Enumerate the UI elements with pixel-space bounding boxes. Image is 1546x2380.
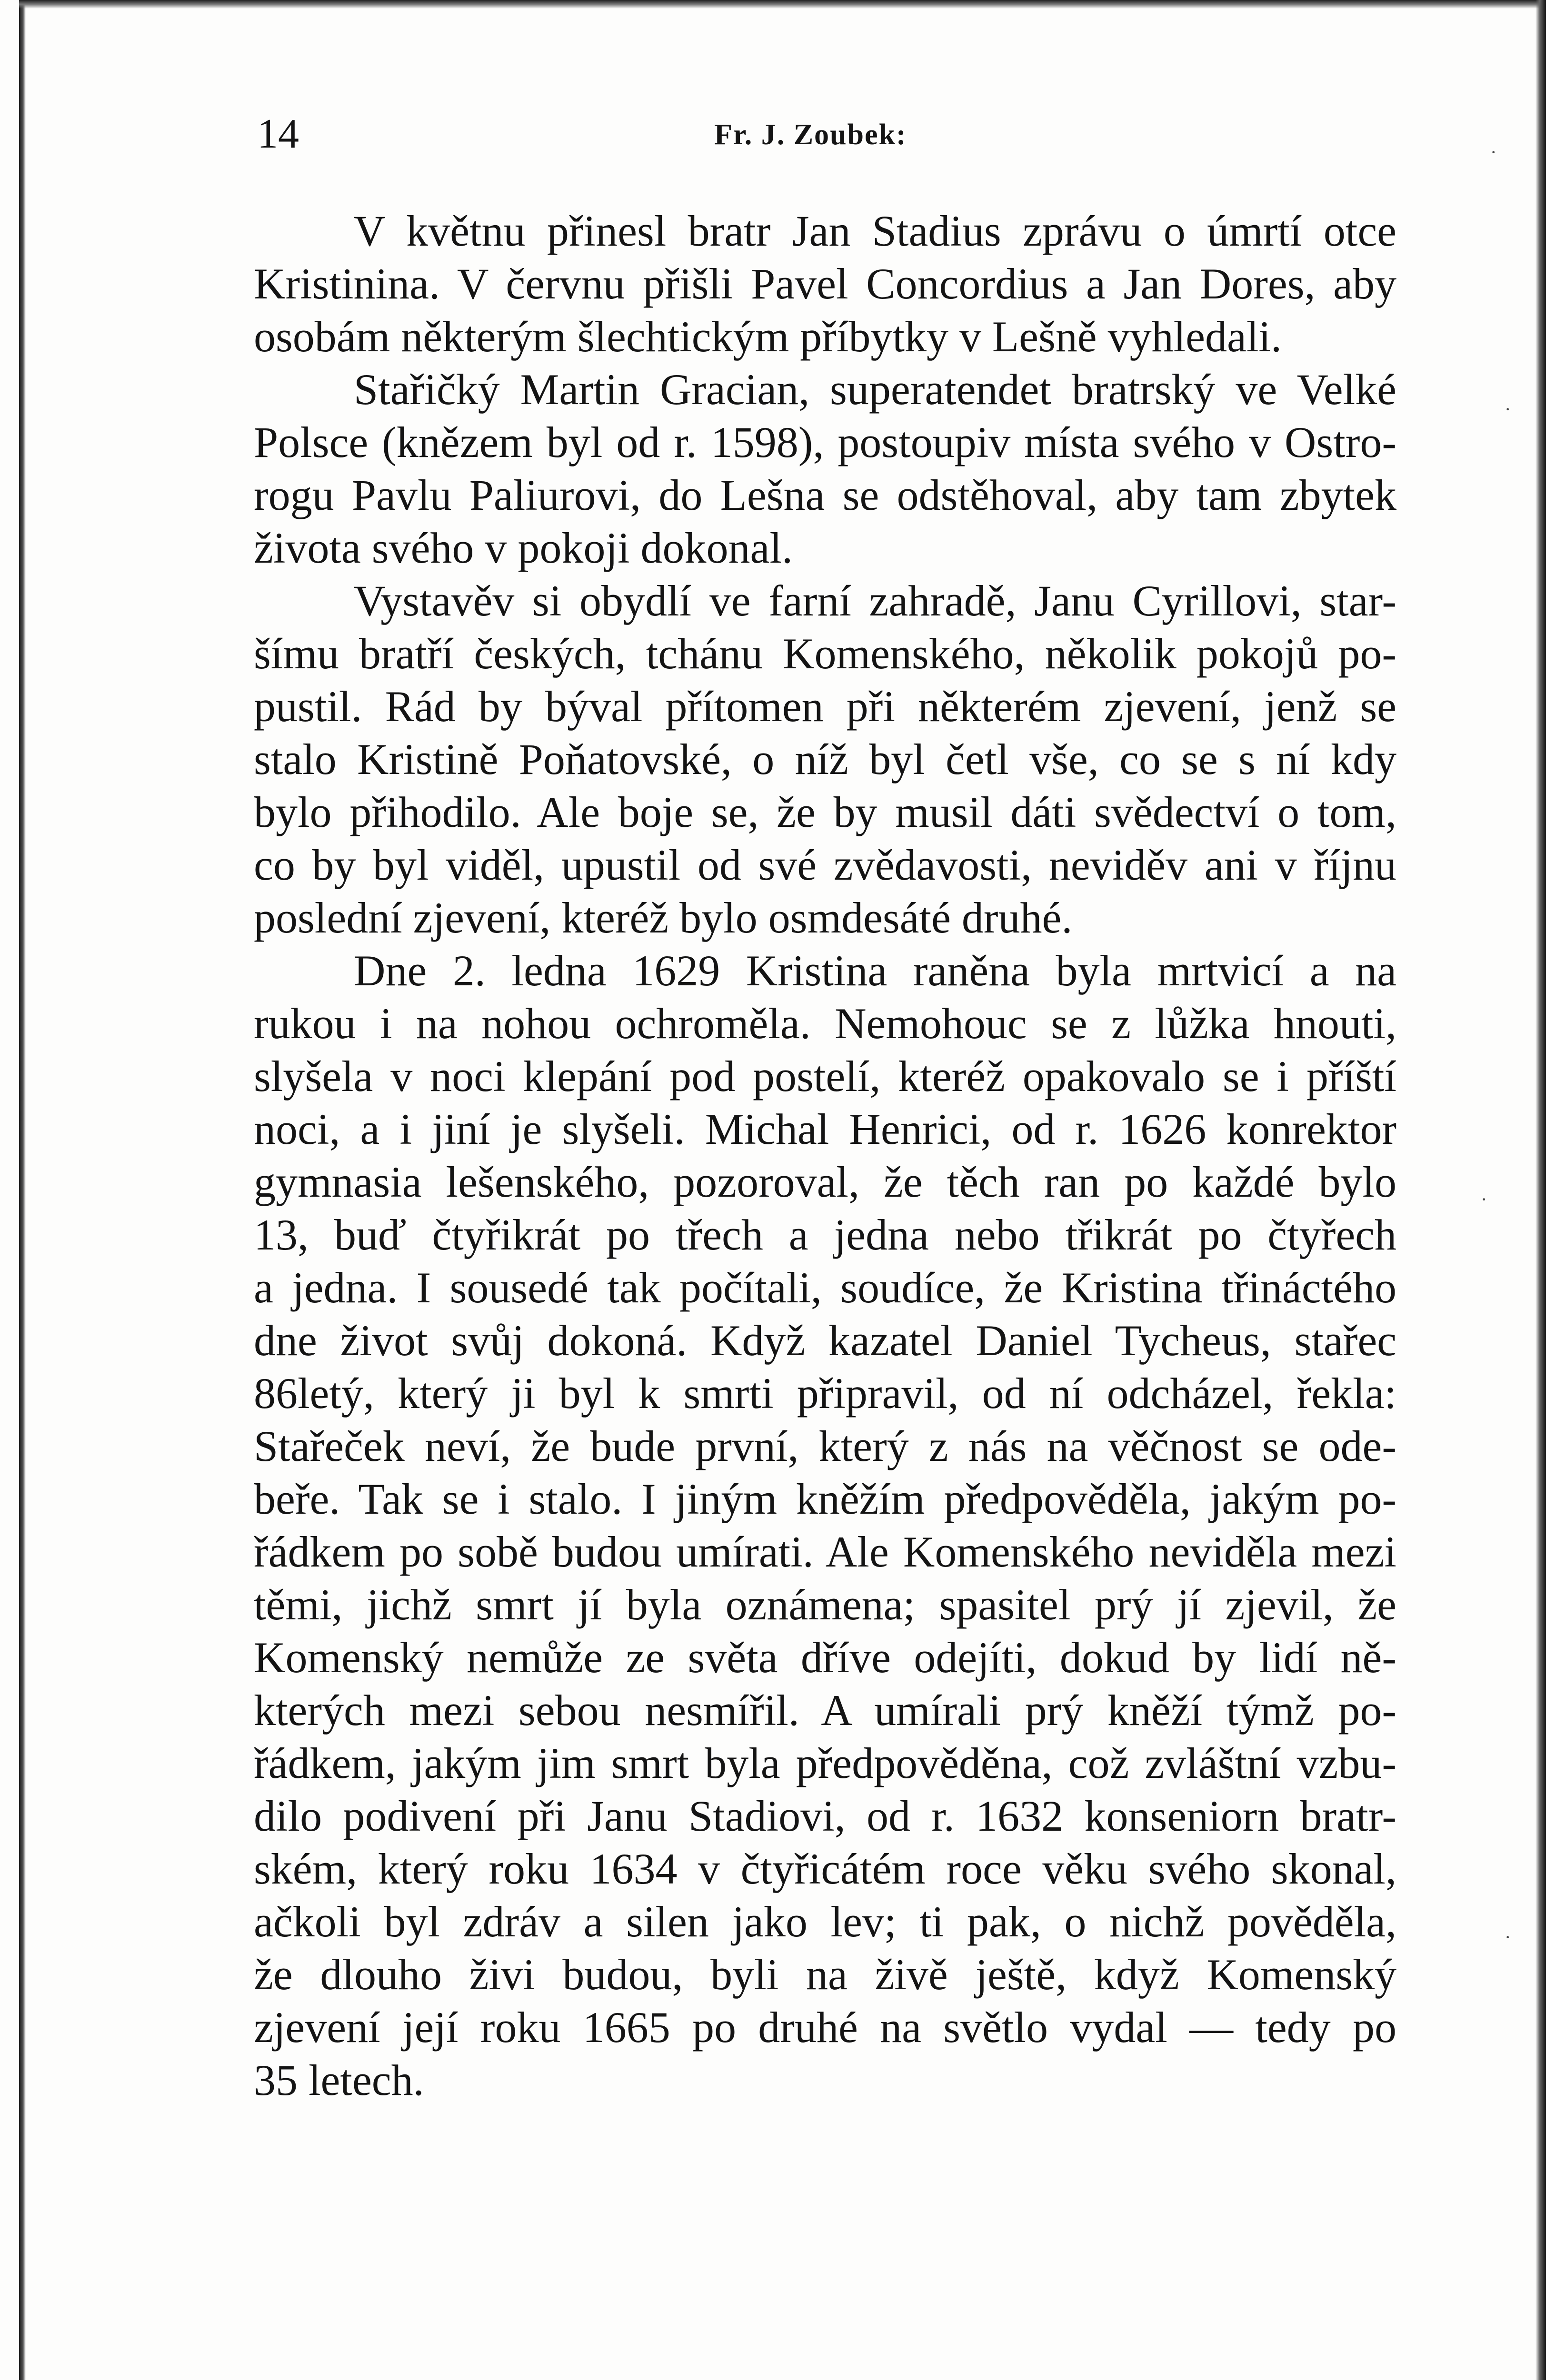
page-left-edge-shadow: [19, 0, 26, 2380]
page-right-edge-shadow: [1536, 0, 1546, 2380]
scan-speck: ·: [1481, 1189, 1487, 1210]
text-line: rogu Pavlu Paliurovi, do Lešna se odstěhoval, aby tam zbytek: [254, 471, 1396, 519]
text-line: že dlouho živi budou, byli na živě ještě, když Komenský: [254, 1950, 1396, 1999]
scan-speck: ·: [1505, 398, 1511, 420]
text-line: a jedna. I sousedé tak počítali, soudíce, že Kristina třináctého: [254, 1263, 1396, 1312]
text-line: gymnasia lešenského, pozoroval, že těch ran po každé bylo: [254, 1158, 1396, 1206]
text-line: 13, buď čtyřikrát po třech a jedna nebo třikrát po čtyřech: [254, 1210, 1396, 1259]
text-line: V květnu přinesl bratr Jan Stadius zprávu o úmrtí otce: [354, 207, 1396, 255]
text-line: pustil. Rád by býval přítomen při některém zjevení, jenž se: [254, 682, 1396, 731]
text-line: Dne 2. ledna 1629 Kristina raněna byla mrtvicí a na: [354, 946, 1396, 995]
text-line: rukou i na nohou ochroměla. Nemohouc se z lůžka hnouti,: [254, 999, 1396, 1048]
text-line: ačkoli byl zdráv a silen jako lev; ti pak, o nichž pověděla,: [254, 1897, 1396, 1946]
text-line: ském, který roku 1634 v čtyřicátém roce věku svého skonal,: [254, 1844, 1396, 1893]
page-top-edge-shadow: [19, 0, 1546, 9]
text-line: Polsce (knězem byl od r. 1598), postoupiv místa svého v Ostro-: [254, 418, 1396, 466]
text-line: noci, a i jiní je slyšeli. Michal Henrici, od r. 1626 konrektor: [254, 1105, 1396, 1153]
text-line: 86letý, který ji byl k smrti připravil, od ní odcházel, řekla:: [254, 1369, 1396, 1418]
text-line: co by byl viděl, upustil od své zvědavosti, neviděv ani v říjnu: [254, 841, 1396, 889]
text-line: šímu bratří českých, tchánu Komenského, několik pokojů po-: [254, 629, 1396, 678]
scan-speck: ·: [1505, 1926, 1511, 1948]
text-line: kterých mezi sebou nesmířil. A umírali prý kněží týmž po-: [254, 1686, 1396, 1735]
text-line: života svého v pokoji dokonal.: [254, 524, 793, 572]
text-line: slyšela v noci klepání pod postelí, kteréž opakovalo se i příští: [254, 1052, 1396, 1101]
scan-speck: ·: [1490, 141, 1497, 163]
text-line: dilo podivení při Janu Stadiovi, od r. 1632 konseniorn bratr-: [254, 1792, 1396, 1840]
text-line: dne život svůj dokoná. Když kazatel Daniel Tycheus, stařec: [254, 1316, 1396, 1365]
text-line: poslední zjevení, kteréž bylo osmdesáté druhé.: [254, 893, 1073, 942]
text-line: zjevení její roku 1665 po druhé na světlo vydal — tedy po: [254, 2003, 1396, 2052]
text-line: 35 letech.: [254, 2056, 424, 2104]
text-line: řádkem, jakým jim smrt byla předpověděna, což zvláštní vzbu-: [254, 1739, 1396, 1787]
text-line: stalo Kristině Poňatovské, o níž byl četl vše, co se s ní kdy: [254, 735, 1396, 783]
page-number: 14: [257, 111, 299, 157]
text-line: Vystavěv si obydlí ve farní zahradě, Janu Cyrillovi, star-: [354, 576, 1396, 625]
text-line: těmi, jichž smrt jí byla oznámena; spasitel prý jí zjevil, že: [254, 1580, 1396, 1629]
text-line: Kristinina. V červnu přišli Pavel Concordius a Jan Dores, aby: [254, 259, 1396, 308]
text-line: osobám některým šlechtickým příbytky v Lešně vyhledali.: [254, 312, 1282, 361]
text-line: Komenský nemůže ze světa dříve odejíti, dokud by lidí ně-: [254, 1633, 1396, 1682]
body-text: [254, 205, 1396, 2107]
text-line: beře. Tak se i stalo. I jiným kněžím předpověděla, jakým po-: [254, 1475, 1396, 1523]
running-head: Fr. J. Zoubek:: [714, 119, 907, 151]
text-line: bylo přihodilo. Ale boje se, že by musil dáti svědectví o tom,: [254, 788, 1396, 836]
text-line: Stařeček neví, že bude první, který z nás na věčnost se ode-: [254, 1422, 1396, 1470]
text-line: Stařičký Martin Gracian, superatendet bratrský ve Velké: [354, 365, 1396, 414]
text-line: řádkem po sobě budou umírati. Ale Komenského neviděla mezi: [254, 1527, 1396, 1576]
